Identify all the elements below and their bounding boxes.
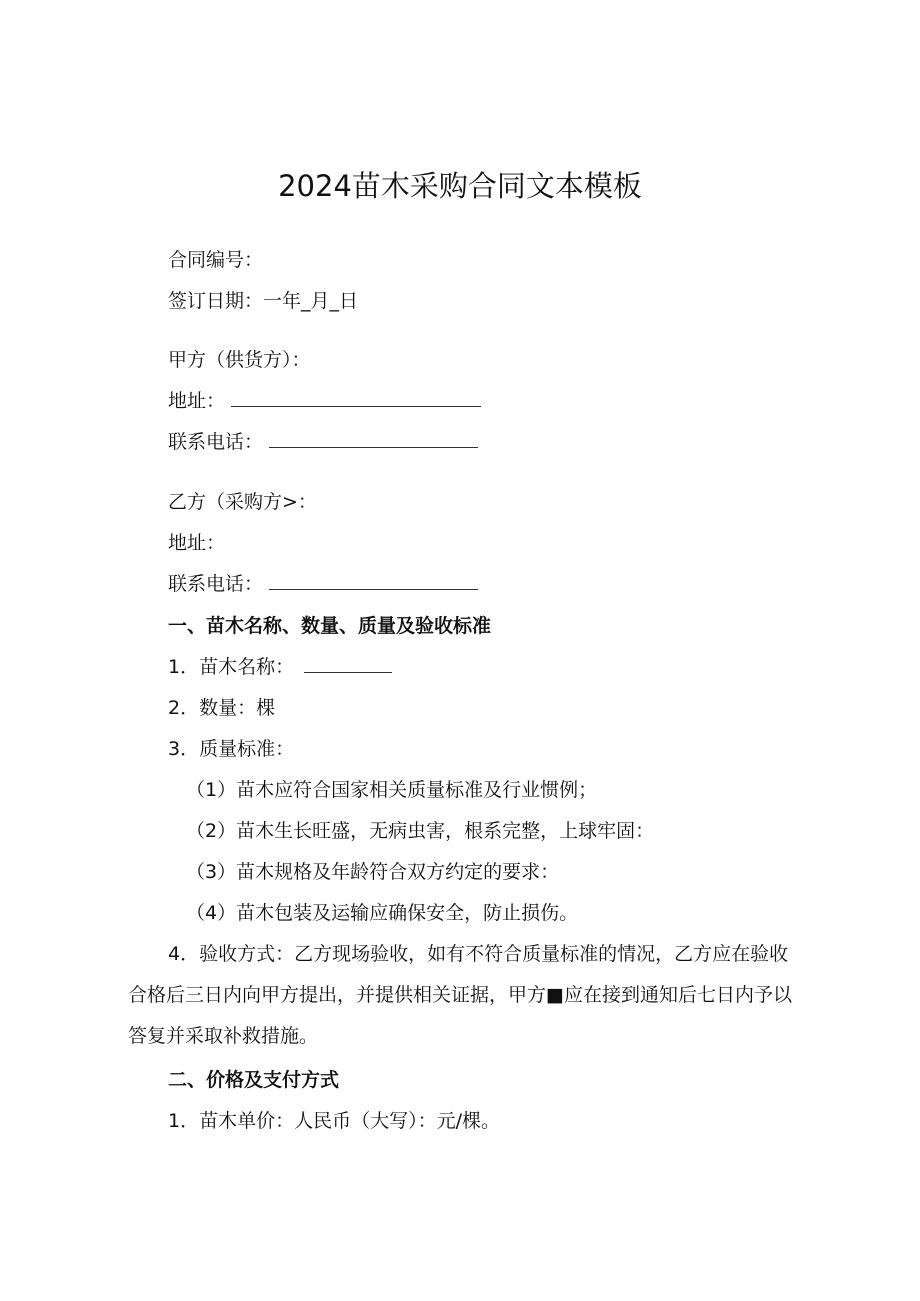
- quality-standard-3: （3）苗木规格及年龄符合双方约定的要求：: [186, 861, 560, 883]
- quality-standard-2: （2）苗木生长旺盛，无病虫害，根系完整，上球牢固：: [186, 820, 655, 842]
- sign-date-label: 签订日期：一年_月_日: [168, 290, 359, 312]
- party-a-label: 甲方（供货方）：: [168, 349, 311, 371]
- party-a-address-row: [168, 389, 481, 413]
- quality-standard-1: （1）苗木应符合国家相关质量标准及行业惯例；: [186, 779, 598, 801]
- section1-item2: 2．数量：棵: [168, 697, 276, 719]
- contract-number-label: 合同编号：: [168, 249, 264, 271]
- party-a-address-label: 地址：: [168, 390, 226, 412]
- party-b-phone-blank: [269, 573, 478, 590]
- party-a-phone-blank: [269, 431, 478, 448]
- section1-item1: 1．苗木名称：: [168, 656, 295, 678]
- section1-heading: 一、苗木名称、数量、质量及验收标准: [168, 615, 492, 637]
- party-a-phone-row: [168, 430, 478, 454]
- seedling-name-blank: [304, 656, 392, 673]
- document-title: 2024苗木采购合同文本模板: [278, 169, 642, 203]
- party-b-phone-row: [168, 572, 478, 596]
- section1-item1-row: [168, 655, 392, 679]
- party-b-address-label: 地址：: [168, 532, 226, 554]
- section2-item1: 1．苗木单价：人民币（大写）：元/棵。: [168, 1110, 500, 1132]
- party-b-label: 乙方（采购方>：: [168, 491, 317, 513]
- party-a-address-blank: [231, 390, 481, 407]
- party-b-phone-label: 联系电话：: [168, 573, 264, 595]
- section2-heading: 二、价格及支付方式: [168, 1069, 340, 1091]
- party-a-phone-label: 联系电话：: [168, 431, 264, 453]
- acceptance-method-paragraph: 4．验收方式：乙方现场验收，如有不符合质量标准的情况，乙方应在验收合格后三日内向甲方提出，并提供相关证据，甲方■应在接到通知后七日内予以答复并采取补救措施。: [128, 943, 792, 1047]
- quality-standard-4: （4）苗木包装及运输应确保安全，防止损伤。: [186, 902, 579, 924]
- section1-item3: 3．质量标准：: [168, 738, 295, 760]
